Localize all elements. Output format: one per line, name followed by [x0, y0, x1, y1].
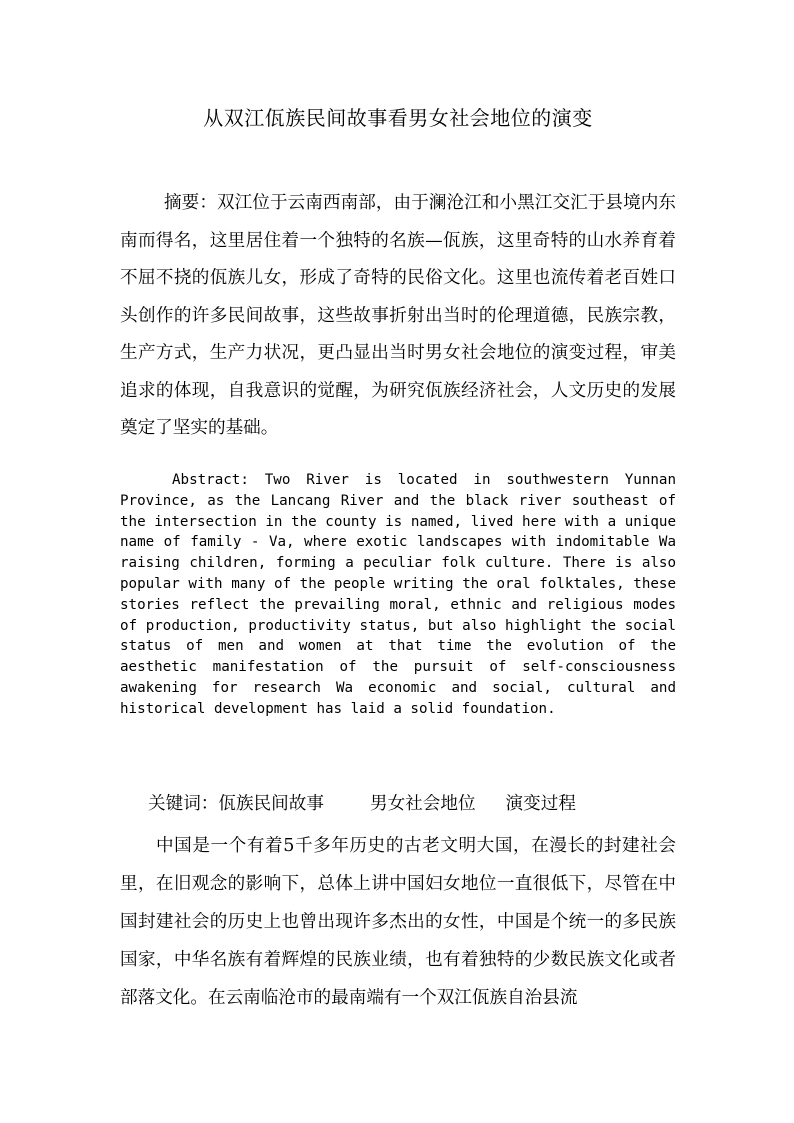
keywords-label: 关键词：	[148, 794, 219, 814]
keyword-1: 佤族民间故事	[218, 794, 324, 814]
intro-paragraph: 中国是一个有着5千多年历史的古老文明大国，在漫长的封建社会里，在旧观念的影响下，总体上讲中国妇女地位一直很低下，尽管在中国封建社会的历史上也曾出现许多杰出的女性，中国是个统一的多民族国家，中华名族有着辉煌的民族业绩，也有着独特的少数民族文化或者部落文化。在云南临沧市的最南端有一个双江佤族自治县流	[120, 836, 676, 1008]
english-abstract: Abstract: Two River is located in southwestern Yunnan Province, as the Lancang River and the black river southeast of the intersection in the county is named, lived here with a unique name of family - Va, where exotic landscapes with indomitable Wa raising children, forming a peculiar folk culture. There is also popular with many of the people writing the oral folktales, these stories reflect the prevailing moral, ethnic and religious modes of production, productivity status, but also highlight the social status of men and women at that time the evolution of the aesthetic manifestation of the pursuit of self-consciousness awakening for research Wa economic and social, cultural and historical development has laid a solid foundation.	[120, 472, 676, 717]
keyword-3: 演变过程	[505, 794, 576, 814]
keyword-2: 男女社会地位	[369, 794, 476, 814]
chinese-abstract: 摘要：双江位于云南西南部，由于澜沧江和小黑江交汇于县境内东南而得名，这里居住着一个独特的名族—佤族，这里奇特的山水养育着不屈不挠的佤族儿女，形成了奇特的民俗文化。这里也流传着老百姓口头创作的许多民间故事，这些故事折射出当时的伦理道德，民族宗教，生产方式，生产力状况，更凸显出当时男女社会地位的演变过程，审美追求的体现，自我意识的觉醒，为研究佤族经济社会，人文历史的发展奠定了坚实的基础。	[120, 193, 676, 438]
document-title: 从双江佤族民间故事看男女社会地位的演变	[203, 106, 593, 130]
keywords-line	[148, 790, 576, 818]
